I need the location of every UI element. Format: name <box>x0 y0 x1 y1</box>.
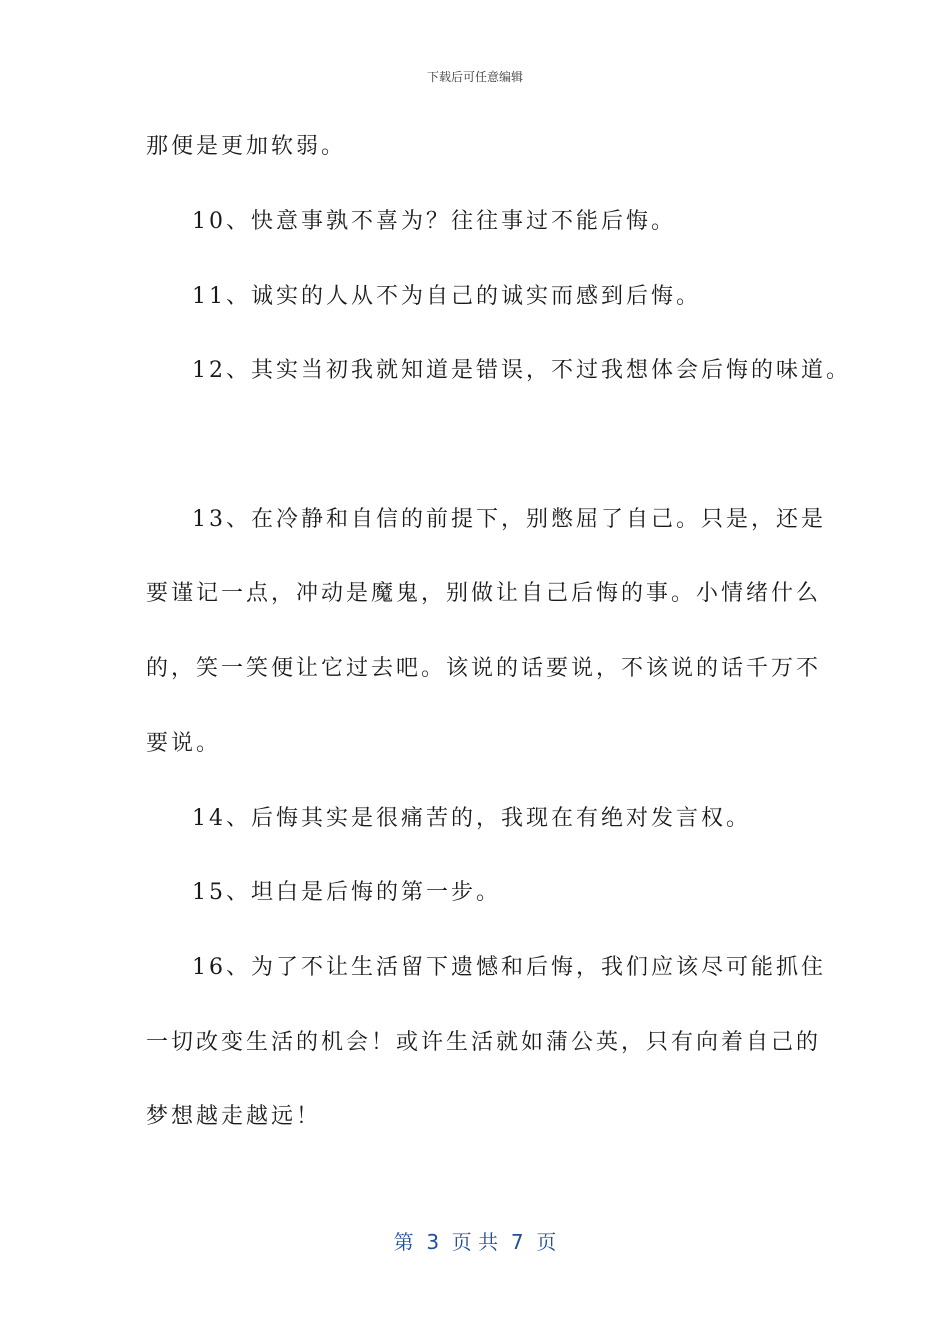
text-line: 15、坦白是后悔的第一步。 <box>192 880 501 905</box>
page-number-footer: 第 3 页 共 7 页 <box>393 1230 557 1254</box>
text-line: 10、快意事孰不喜为？往往事过不能后悔。 <box>192 209 676 234</box>
text-line: 要谨记一点，冲动是魔鬼，别做让自己后悔的事。小情绪什么 <box>146 581 822 606</box>
text-line: 16、为了不让生活留下遗憾和后悔，我们应该尽可能抓住 <box>192 955 826 980</box>
text-line: 的，笑一笑便让它过去吧。该说的话要说，不该说的话千万不 <box>146 656 822 681</box>
text-line: 14、后悔其实是很痛苦的，我现在有绝对发言权。 <box>192 806 751 831</box>
text-line: 一切改变生活的机会！或许生活就如蒲公英，只有向着自己的 <box>146 1030 822 1055</box>
text-line: 12、其实当初我就知道是错误，不过我想体会后悔的味道。 <box>192 358 851 383</box>
page-header: 下载后可任意编辑 <box>426 70 523 84</box>
text-line: 要说。 <box>146 731 222 756</box>
text-line: 13、在冷静和自信的前提下，别憋屈了自己。只是，还是 <box>192 507 826 532</box>
text-line: 11、诚实的人从不为自己的诚实而感到后悔。 <box>192 284 701 309</box>
text-line: 那便是更加软弱。 <box>146 134 347 159</box>
text-line: 梦想越走越远！ <box>146 1104 322 1129</box>
